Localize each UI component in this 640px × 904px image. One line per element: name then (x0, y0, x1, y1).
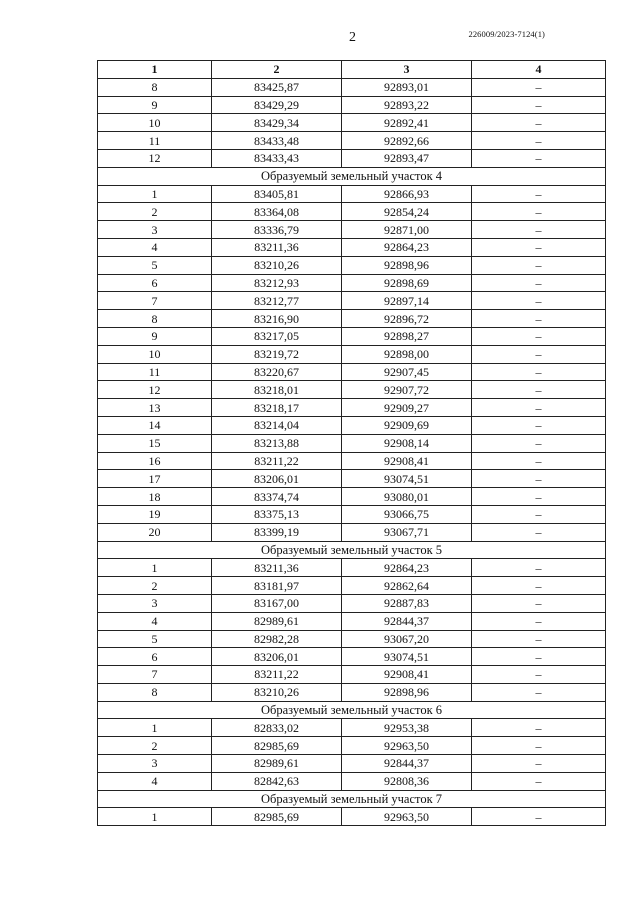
note-cell: – (472, 523, 606, 541)
x-coordinate-cell: 82989,61 (212, 755, 342, 773)
x-coordinate-cell: 82985,69 (212, 808, 342, 826)
y-coordinate-cell: 92897,14 (342, 292, 472, 310)
point-number-cell: 20 (98, 523, 212, 541)
table-row (98, 132, 606, 150)
point-number-cell: 1 (98, 808, 212, 826)
table-row (98, 363, 606, 381)
point-number-cell: 2 (98, 737, 212, 755)
y-coordinate-cell: 92896,72 (342, 310, 472, 328)
point-number-cell: 6 (98, 274, 212, 292)
note-cell: – (472, 274, 606, 292)
note-cell: – (472, 577, 606, 595)
y-coordinate-cell: 92864,23 (342, 238, 472, 256)
y-coordinate-cell: 93074,51 (342, 648, 472, 666)
x-coordinate-cell: 83167,00 (212, 594, 342, 612)
column-header: 4 (472, 61, 606, 79)
note-cell: – (472, 310, 606, 328)
y-coordinate-cell: 93074,51 (342, 470, 472, 488)
y-coordinate-cell: 92898,96 (342, 683, 472, 701)
table-row (98, 523, 606, 541)
note-cell: – (472, 327, 606, 345)
document-id: 226009/2023-7124(1) (468, 29, 545, 39)
point-number-cell: 10 (98, 345, 212, 363)
note-cell: – (472, 256, 606, 274)
x-coordinate-cell: 83433,48 (212, 132, 342, 150)
section-title: Образуемый земельный участок 6 (98, 701, 606, 719)
table-row (98, 399, 606, 417)
y-coordinate-cell: 92963,50 (342, 808, 472, 826)
x-coordinate-cell: 83218,17 (212, 399, 342, 417)
section-title: Образуемый земельный участок 7 (98, 790, 606, 808)
x-coordinate-cell: 83429,34 (212, 114, 342, 132)
note-cell: – (472, 559, 606, 577)
y-coordinate-cell: 92907,45 (342, 363, 472, 381)
table-row (98, 488, 606, 506)
x-coordinate-cell: 83425,87 (212, 78, 342, 96)
x-coordinate-cell: 83374,74 (212, 488, 342, 506)
column-header: 1 (98, 61, 212, 79)
point-number-cell: 11 (98, 132, 212, 150)
point-number-cell: 13 (98, 399, 212, 417)
y-coordinate-cell: 92908,14 (342, 434, 472, 452)
point-number-cell: 1 (98, 185, 212, 203)
point-number-cell: 8 (98, 683, 212, 701)
point-number-cell: 3 (98, 594, 212, 612)
table-row (98, 577, 606, 595)
section-row (98, 167, 606, 185)
x-coordinate-cell: 83405,81 (212, 185, 342, 203)
table-row (98, 559, 606, 577)
point-number-cell: 1 (98, 559, 212, 577)
point-number-cell: 16 (98, 452, 212, 470)
point-number-cell: 19 (98, 505, 212, 523)
x-coordinate-cell: 83218,01 (212, 381, 342, 399)
y-coordinate-cell: 92844,37 (342, 612, 472, 630)
table-row (98, 345, 606, 363)
point-number-cell: 11 (98, 363, 212, 381)
x-coordinate-cell: 83375,13 (212, 505, 342, 523)
point-number-cell: 17 (98, 470, 212, 488)
point-number-cell: 2 (98, 577, 212, 595)
note-cell: – (472, 185, 606, 203)
table-body (98, 78, 606, 825)
note-cell: – (472, 594, 606, 612)
note-cell: – (472, 683, 606, 701)
x-coordinate-cell: 83206,01 (212, 648, 342, 666)
note-cell: – (472, 666, 606, 684)
note-cell: – (472, 808, 606, 826)
point-number-cell: 2 (98, 203, 212, 221)
y-coordinate-cell: 92898,27 (342, 327, 472, 345)
x-coordinate-cell: 83212,77 (212, 292, 342, 310)
note-cell: – (472, 648, 606, 666)
table-row (98, 221, 606, 239)
note-cell: – (472, 381, 606, 399)
point-number-cell: 18 (98, 488, 212, 506)
x-coordinate-cell: 83364,08 (212, 203, 342, 221)
table-row (98, 452, 606, 470)
table-row (98, 470, 606, 488)
x-coordinate-cell: 83336,79 (212, 221, 342, 239)
x-coordinate-cell: 83220,67 (212, 363, 342, 381)
x-coordinate-cell: 83210,26 (212, 683, 342, 701)
y-coordinate-cell: 92844,37 (342, 755, 472, 773)
table-row (98, 256, 606, 274)
y-coordinate-cell: 92898,96 (342, 256, 472, 274)
section-title: Образуемый земельный участок 4 (98, 167, 606, 185)
note-cell: – (472, 345, 606, 363)
y-coordinate-cell: 92893,47 (342, 149, 472, 167)
point-number-cell: 7 (98, 292, 212, 310)
note-cell: – (472, 612, 606, 630)
x-coordinate-cell: 82989,61 (212, 612, 342, 630)
point-number-cell: 10 (98, 114, 212, 132)
y-coordinate-cell: 92893,01 (342, 78, 472, 96)
table-row (98, 114, 606, 132)
note-cell: – (472, 719, 606, 737)
x-coordinate-cell: 83433,43 (212, 149, 342, 167)
note-cell: – (472, 114, 606, 132)
x-coordinate-cell: 83181,97 (212, 577, 342, 595)
point-number-cell: 4 (98, 772, 212, 790)
table-row (98, 274, 606, 292)
x-coordinate-cell: 83210,26 (212, 256, 342, 274)
table-row (98, 381, 606, 399)
note-cell: – (472, 470, 606, 488)
point-number-cell: 15 (98, 434, 212, 452)
x-coordinate-cell: 82842,63 (212, 772, 342, 790)
point-number-cell: 12 (98, 381, 212, 399)
note-cell: – (472, 434, 606, 452)
point-number-cell: 12 (98, 149, 212, 167)
section-row (98, 541, 606, 559)
x-coordinate-cell: 83399,19 (212, 523, 342, 541)
section-title: Образуемый земельный участок 5 (98, 541, 606, 559)
y-coordinate-cell: 92893,22 (342, 96, 472, 114)
table-row (98, 310, 606, 328)
table-row (98, 594, 606, 612)
y-coordinate-cell: 92892,66 (342, 132, 472, 150)
x-coordinate-cell: 83211,36 (212, 238, 342, 256)
x-coordinate-cell: 83219,72 (212, 345, 342, 363)
y-coordinate-cell: 92908,41 (342, 666, 472, 684)
table-row (98, 683, 606, 701)
table-row (98, 96, 606, 114)
x-coordinate-cell: 83429,29 (212, 96, 342, 114)
note-cell: – (472, 96, 606, 114)
note-cell: – (472, 755, 606, 773)
y-coordinate-cell: 92908,41 (342, 452, 472, 470)
table-row (98, 434, 606, 452)
note-cell: – (472, 399, 606, 417)
y-coordinate-cell: 93067,71 (342, 523, 472, 541)
note-cell: – (472, 416, 606, 434)
y-coordinate-cell: 92953,38 (342, 719, 472, 737)
y-coordinate-cell: 92907,72 (342, 381, 472, 399)
x-coordinate-cell: 83217,05 (212, 327, 342, 345)
point-number-cell: 5 (98, 256, 212, 274)
section-row (98, 701, 606, 719)
y-coordinate-cell: 92808,36 (342, 772, 472, 790)
point-number-cell: 4 (98, 238, 212, 256)
y-coordinate-cell: 92887,83 (342, 594, 472, 612)
note-cell: – (472, 203, 606, 221)
note-cell: – (472, 132, 606, 150)
table-row (98, 292, 606, 310)
note-cell: – (472, 630, 606, 648)
note-cell: – (472, 238, 606, 256)
point-number-cell: 3 (98, 221, 212, 239)
y-coordinate-cell: 92909,27 (342, 399, 472, 417)
note-cell: – (472, 772, 606, 790)
x-coordinate-cell: 83214,04 (212, 416, 342, 434)
table-row (98, 203, 606, 221)
point-number-cell: 4 (98, 612, 212, 630)
section-row (98, 790, 606, 808)
page-number: 2 (349, 30, 356, 45)
table-row (98, 630, 606, 648)
y-coordinate-cell: 92898,69 (342, 274, 472, 292)
point-number-cell: 9 (98, 96, 212, 114)
table-row (98, 416, 606, 434)
y-coordinate-cell: 92854,24 (342, 203, 472, 221)
note-cell: – (472, 149, 606, 167)
y-coordinate-cell: 92892,41 (342, 114, 472, 132)
table-row (98, 719, 606, 737)
note-cell: – (472, 505, 606, 523)
table-row (98, 78, 606, 96)
point-number-cell: 8 (98, 310, 212, 328)
note-cell: – (472, 488, 606, 506)
point-number-cell: 6 (98, 648, 212, 666)
table-row (98, 666, 606, 684)
y-coordinate-cell: 92862,64 (342, 577, 472, 595)
point-number-cell: 3 (98, 755, 212, 773)
table-row (98, 648, 606, 666)
table-row (98, 238, 606, 256)
x-coordinate-cell: 83213,88 (212, 434, 342, 452)
table-row (98, 149, 606, 167)
table-row (98, 327, 606, 345)
point-number-cell: 1 (98, 719, 212, 737)
note-cell: – (472, 452, 606, 470)
table-row (98, 808, 606, 826)
y-coordinate-cell: 93080,01 (342, 488, 472, 506)
table-row (98, 612, 606, 630)
y-coordinate-cell: 92864,23 (342, 559, 472, 577)
table-row (98, 755, 606, 773)
y-coordinate-cell: 92866,93 (342, 185, 472, 203)
point-number-cell: 8 (98, 78, 212, 96)
y-coordinate-cell: 93067,20 (342, 630, 472, 648)
y-coordinate-cell: 92909,69 (342, 416, 472, 434)
note-cell: – (472, 737, 606, 755)
coordinates-table (97, 60, 606, 826)
y-coordinate-cell: 93066,75 (342, 505, 472, 523)
point-number-cell: 14 (98, 416, 212, 434)
table-row (98, 737, 606, 755)
y-coordinate-cell: 92871,00 (342, 221, 472, 239)
table-header-row (98, 61, 606, 79)
table-row (98, 185, 606, 203)
x-coordinate-cell: 83216,90 (212, 310, 342, 328)
x-coordinate-cell: 83212,93 (212, 274, 342, 292)
note-cell: – (472, 78, 606, 96)
point-number-cell: 5 (98, 630, 212, 648)
x-coordinate-cell: 83206,01 (212, 470, 342, 488)
note-cell: – (472, 221, 606, 239)
column-header: 3 (342, 61, 472, 79)
note-cell: – (472, 363, 606, 381)
point-number-cell: 7 (98, 666, 212, 684)
x-coordinate-cell: 83211,22 (212, 666, 342, 684)
x-coordinate-cell: 82982,28 (212, 630, 342, 648)
column-header: 2 (212, 61, 342, 79)
x-coordinate-cell: 83211,36 (212, 559, 342, 577)
table-row (98, 505, 606, 523)
x-coordinate-cell: 83211,22 (212, 452, 342, 470)
point-number-cell: 9 (98, 327, 212, 345)
y-coordinate-cell: 92963,50 (342, 737, 472, 755)
x-coordinate-cell: 82833,02 (212, 719, 342, 737)
table-row (98, 772, 606, 790)
y-coordinate-cell: 92898,00 (342, 345, 472, 363)
x-coordinate-cell: 82985,69 (212, 737, 342, 755)
note-cell: – (472, 292, 606, 310)
